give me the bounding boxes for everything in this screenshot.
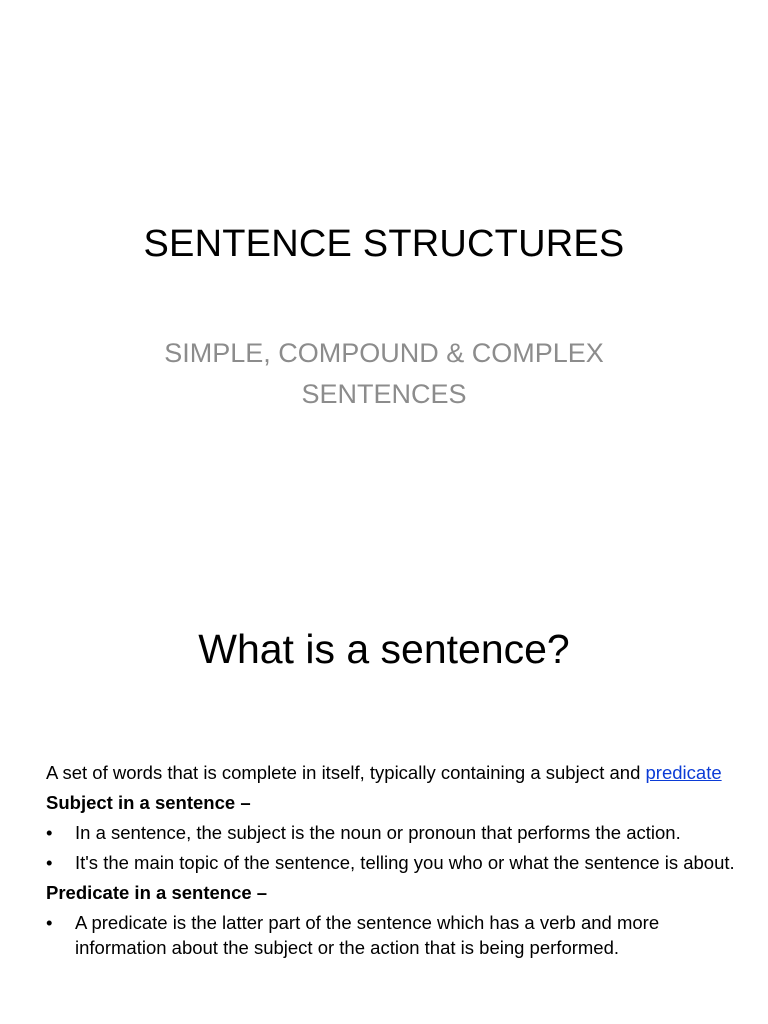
predicate-link[interactable]: predicate bbox=[645, 762, 722, 783]
slide-subtitle bbox=[140, 333, 628, 415]
definition-paragraph bbox=[46, 760, 736, 785]
bullet-text: A predicate is the latter part of the sentence which has a verb and more information about the subject or the action that is being performed. bbox=[75, 912, 660, 958]
bullet-icon: • bbox=[46, 852, 53, 873]
subject-heading: Subject in a sentence – bbox=[46, 792, 251, 813]
list-item bbox=[46, 910, 736, 960]
definition-text: A set of words that is complete in itself, typically containing a subject and bbox=[46, 762, 646, 783]
slide-title: SENTENCE STRUCTURES bbox=[143, 223, 625, 265]
predicate-heading: Predicate in a sentence – bbox=[46, 882, 268, 903]
bullet-icon: • bbox=[46, 822, 53, 843]
list-item bbox=[46, 850, 736, 875]
bullet-icon: • bbox=[46, 912, 53, 933]
subtitle-line: SIMPLE, COMPOUND & COMPLEX bbox=[164, 338, 604, 368]
slide-body bbox=[46, 760, 736, 965]
bullet-text: It's the main topic of the sentence, telling you who or what the sentence is about. bbox=[75, 852, 735, 873]
bullet-text: In a sentence, the subject is the noun or pronoun that performs the action. bbox=[75, 822, 681, 843]
list-item bbox=[46, 820, 736, 845]
section-title: What is a sentence? bbox=[198, 626, 570, 672]
subtitle-line: SENTENCES bbox=[301, 379, 467, 409]
